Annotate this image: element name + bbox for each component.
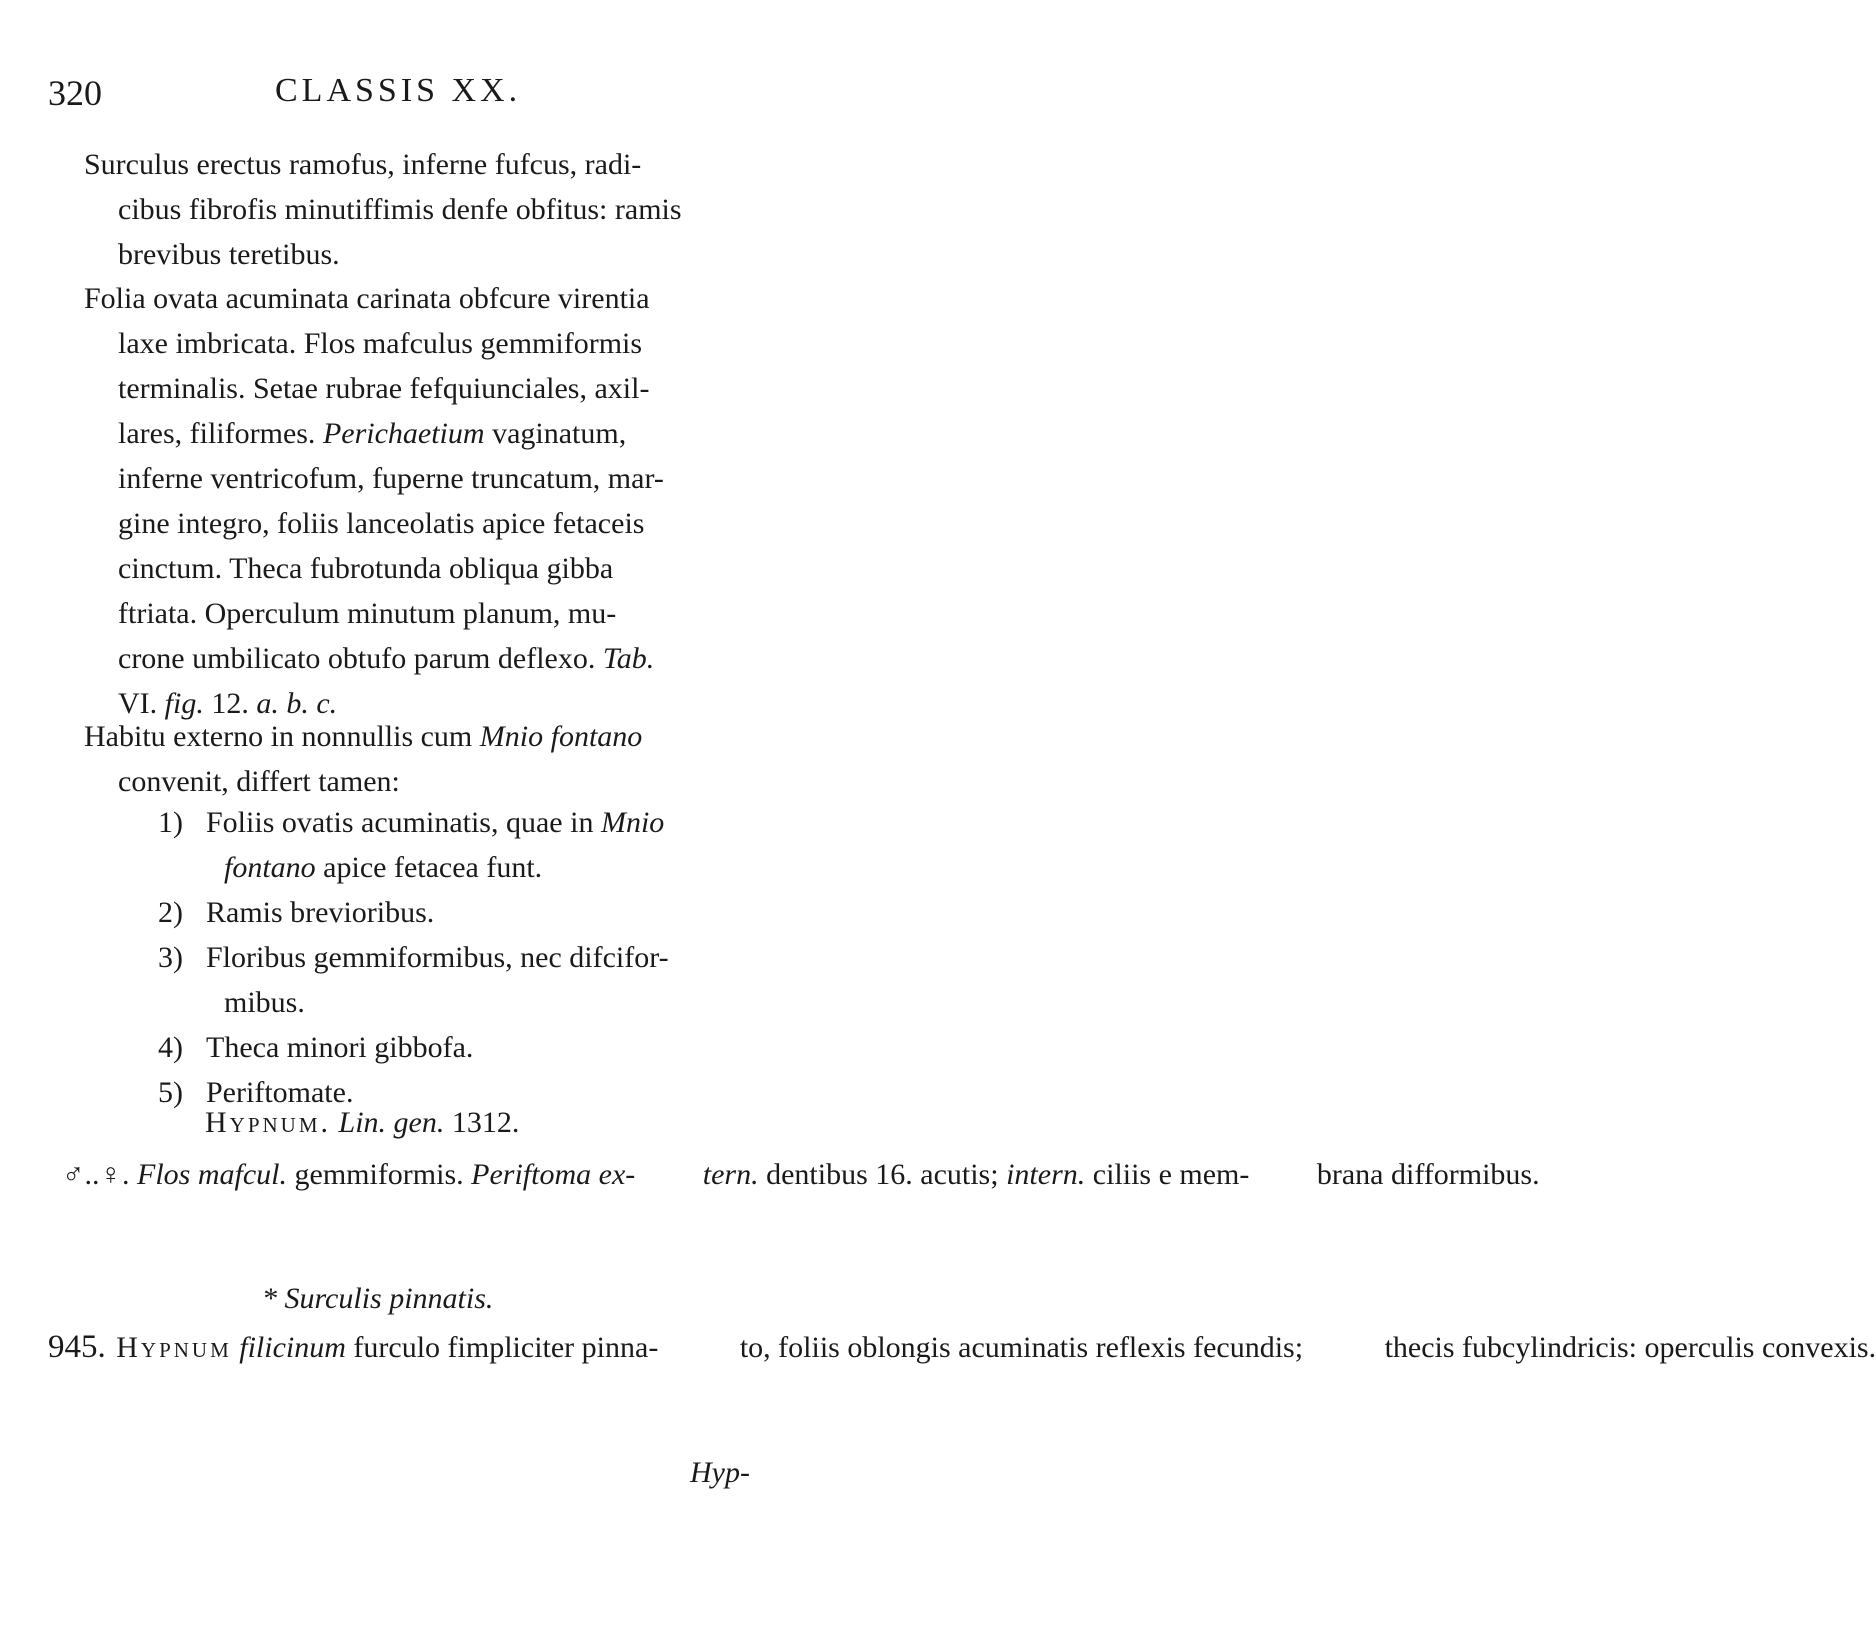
list-number: 4) (158, 1031, 183, 1064)
species-number: 945. (48, 1329, 106, 1365)
page-header (0, 72, 830, 122)
list-item (158, 890, 669, 935)
text-line: brevibus teretibus. (118, 238, 340, 271)
text-span: crone umbilicato obtufo parum deflexo. (118, 642, 603, 675)
description-leaves (84, 276, 664, 726)
genus-heading (205, 1106, 519, 1140)
text-line: inferne ventricofum, fuperne truncatum, mar- (118, 462, 664, 495)
text-line: laxe imbricata. Flos mafculus gemmiformis (118, 327, 643, 360)
italic-term: Periftoma ex- (471, 1158, 636, 1191)
running-title: CLASSIS XX. (275, 72, 522, 109)
differences-list (158, 800, 669, 1115)
text-span: dentibus 16. acutis; (758, 1158, 1007, 1191)
text-span: furculo fimpliciter pinna- (345, 1331, 659, 1364)
text-span: lares, filiformes. (118, 417, 323, 450)
text-line: thecis fubcylindricis: operculis convexis. (1384, 1331, 1876, 1364)
italic-term: Flos mafcul. (137, 1158, 287, 1191)
text-line: brana difformibus. (1316, 1158, 1540, 1191)
italic-term: Lin. gen. (338, 1106, 445, 1139)
text-line: terminalis. Setae rubrae fefquiunciales, axil- (118, 372, 650, 405)
text-line: cibus fibrofis minutiffimis denfe obfitus: ramis (118, 193, 682, 226)
catchword: Hyp- (690, 1456, 750, 1489)
text-line: ftriata. Operculum minutum planum, mu- (118, 597, 617, 630)
text-span: Foliis ovatis acuminatis, quae in (206, 806, 601, 839)
section-heading: * Surculis pinnatis. (262, 1282, 494, 1315)
text-line: Surculus erectus ramofus, inferne fufcus, radi- (84, 148, 642, 181)
list-number: 5) (158, 1076, 183, 1109)
text-line (48, 1331, 658, 1364)
list-number: 1) (158, 806, 183, 839)
text-line (643, 1158, 1250, 1191)
text-line: to, foliis oblongis acuminatis reflexis fecundis; (739, 1331, 1304, 1364)
italic-term: Perichaetium (322, 417, 485, 450)
list-number: 2) (158, 896, 183, 929)
italic-term: fig. (164, 687, 204, 720)
genus-character (62, 1152, 1540, 1197)
text-line (84, 636, 664, 681)
text-line: mibus. (224, 986, 305, 1019)
italic-term: Tab. (602, 642, 655, 675)
genus-name: Hypnum (105, 1331, 232, 1364)
text-line: gine integro, foliis lanceolatis apice fetaceis (118, 507, 645, 540)
text-span: Floribus gemmiformibus, nec difcifor- (206, 941, 669, 974)
text-line (84, 411, 664, 456)
italic-term: intern. (1006, 1158, 1086, 1191)
list-item (158, 800, 669, 890)
text-line (62, 1158, 635, 1191)
text-span: Theca minori gibbofa. (206, 1031, 474, 1064)
text-span: gemmiformis. (287, 1158, 472, 1191)
italic-term: a. b. c. (256, 687, 338, 720)
species-entry (48, 1325, 1876, 1370)
page-number: 320 (48, 73, 102, 113)
italic-term: Mnio fontano (479, 720, 643, 753)
text-span: apice fetacea funt. (315, 851, 543, 884)
description-stem (84, 142, 682, 277)
italic-term: fontano (224, 851, 316, 884)
text-span: Ramis brevioribus. (206, 896, 435, 929)
comparison-intro (84, 714, 642, 804)
sex-symbols: ♂..♀. (62, 1158, 137, 1191)
genus-name: Hypnum. (205, 1106, 332, 1139)
list-item (158, 1025, 669, 1070)
text-line (158, 845, 669, 890)
species-epithet: filicinum (239, 1331, 346, 1364)
text-span: ciliis e mem- (1085, 1158, 1250, 1191)
text-span: vaginatum, (484, 417, 627, 450)
text-span: Habitu externo in nonnullis cum (84, 720, 480, 753)
text-span: Periftomate. (206, 1076, 354, 1109)
italic-term: Mnio (600, 806, 665, 839)
text-span: VI. (118, 687, 165, 720)
text-line: cinctum. Theca fubrotunda obliqua gibba (118, 552, 614, 585)
text-span: 12. (203, 687, 257, 720)
italic-term: tern. (702, 1158, 759, 1191)
list-item (158, 935, 669, 1025)
text-span: 1312. (444, 1106, 520, 1139)
text-line (84, 714, 642, 759)
text-line: convenit, differt tamen: (118, 765, 400, 798)
list-number: 3) (158, 941, 183, 974)
text-line: Folia ovata acuminata carinata obfcure virentia (84, 282, 650, 315)
